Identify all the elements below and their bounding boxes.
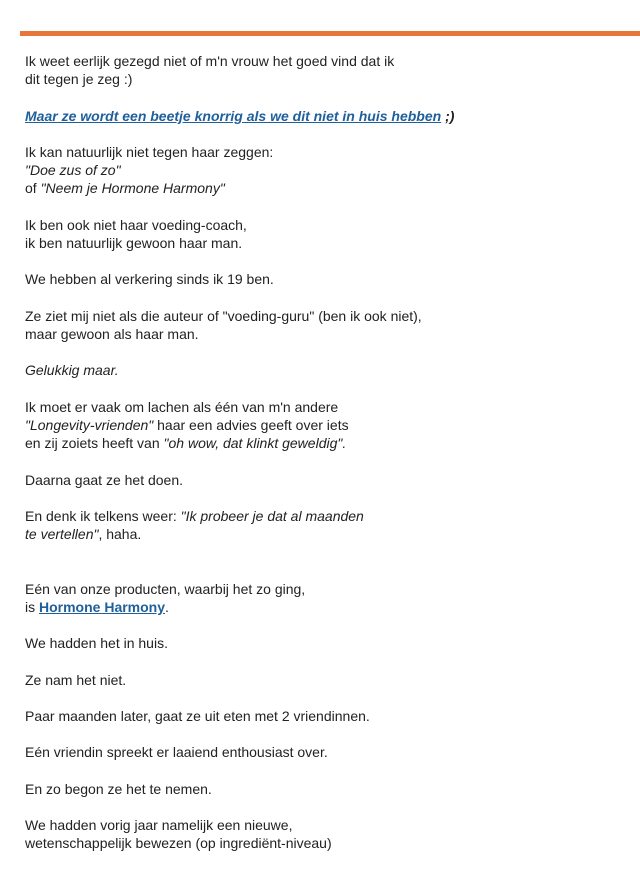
paragraph-fortunately: Gelukkig maar. xyxy=(25,362,119,379)
paragraph-started: En zo begon ze het te nemen. xyxy=(25,780,212,797)
paragraph-think: En denk ik telkens weer: "Ik probeer je dat al maanden te vertellen", haha. xyxy=(25,507,364,543)
email-body xyxy=(25,52,625,871)
paragraph-intro: Ik weet eerlijk gezegd niet of m'n vrouw het goed vind dat ik dit tegen je zeg :) xyxy=(25,53,395,88)
header-accent-bar xyxy=(20,31,640,36)
paragraph-did-not-take: Ze nam het niet. xyxy=(25,671,127,688)
paragraph-dinner: Paar maanden later, gaat ze uit eten met 2 vriendinnen. xyxy=(25,707,370,724)
paragraph-then: Daarna gaat ze het doen. xyxy=(25,471,184,488)
spacer xyxy=(25,562,625,580)
paragraph-dating: We hebben al verkering sinds ik 19 ben. xyxy=(25,271,274,288)
wink-emoticon: ;) xyxy=(445,107,455,124)
paragraph-not-coach: Ik ben ook niet haar voeding-coach, ik ben natuurlijk gewoon haar man. xyxy=(25,216,247,251)
paragraph-in-house: We hadden het in huis. xyxy=(25,635,168,652)
paragraph-last-year: We hadden vorig jaar namelijk een nieuwe, wetenschappelijk bewezen (op ingrediënt-niveau) xyxy=(25,817,332,852)
paragraph-friends: Ik moet er vaak om lachen als één van m'n andere "Longevity-vrienden" haar een advies geeft over iets en zij zoiets heeft van "oh wow, dat klinkt geweldig". xyxy=(25,398,349,452)
paragraph-product: Eén van onze producten, waarbij het zo ging, is Hormone Harmony. xyxy=(25,580,306,615)
hormone-harmony-link[interactable]: Hormone Harmony xyxy=(39,598,166,615)
paragraph-guru: Ze ziet mij niet als die auteur of "voeding-guru" (ben ik ook niet), maar gewoon als haar man. xyxy=(25,307,422,342)
paragraph-enthusiast: Eén vriendin spreekt er laaiend enthousiast over. xyxy=(25,744,328,761)
paragraph-cannot-say: Ik kan natuurlijk niet tegen haar zeggen: "Doe zus of zo" of "Neem je Hormone Harmony" xyxy=(25,143,274,197)
grumpy-link[interactable]: Maar ze wordt een beetje knorrig als we dit niet in huis hebben xyxy=(25,107,442,124)
paragraph-grumpy xyxy=(25,107,625,125)
